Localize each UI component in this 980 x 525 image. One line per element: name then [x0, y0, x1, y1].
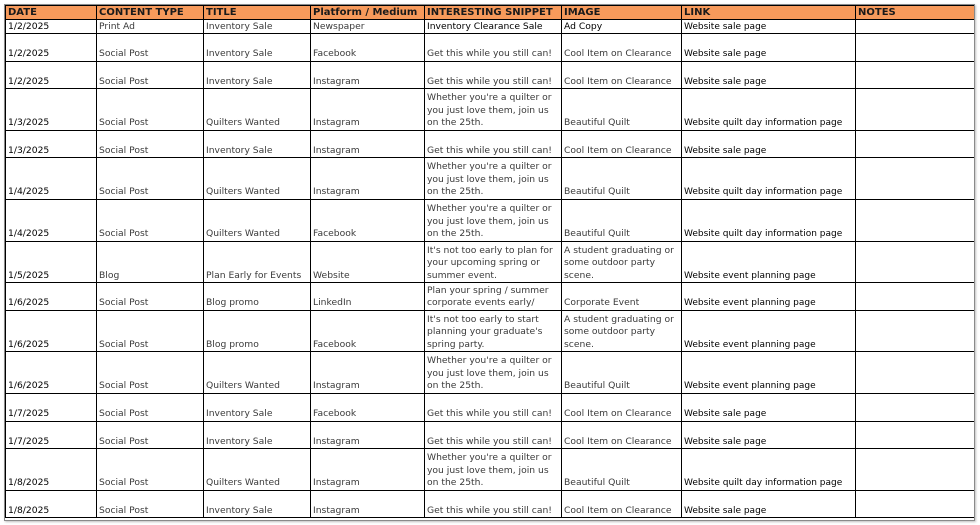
cell-content-type[interactable]: Social Post [97, 34, 204, 62]
cell-image[interactable]: A student graduating or some outdoor party scene. [562, 310, 682, 352]
cell-snippet[interactable]: Plan your spring / summer corporate events early/ [425, 283, 562, 311]
cell-snippet[interactable]: Whether you're a quilter or you just love them, join us on the 25th. [425, 89, 562, 131]
cell-title[interactable]: Quilters Wanted [204, 199, 311, 241]
cell-date[interactable]: 1/3/2025 [6, 130, 97, 158]
header-row [6, 6, 976, 20]
cell-link[interactable]: Website event planning page [682, 241, 856, 283]
cell-link[interactable]: Website sale page [682, 20, 856, 34]
table-row [6, 449, 976, 491]
cell-snippet[interactable]: Whether you're a quilter or you just love them, join us on the 25th. [425, 199, 562, 241]
cell-title[interactable]: Inventory Sale [204, 34, 311, 62]
cell-snippet[interactable]: Inventory Clearance Sale [425, 20, 562, 34]
cell-date[interactable]: 1/2/2025 [6, 61, 97, 89]
cell-snippet[interactable]: Whether you're a quilter or you just love them, join us on the 25th. [425, 352, 562, 394]
cell-notes[interactable] [856, 34, 976, 62]
cell-snippet[interactable]: Whether you're a quilter or you just love them, join us on the 25th. [425, 449, 562, 491]
table-row [6, 130, 976, 158]
cell-date[interactable]: 1/4/2025 [6, 199, 97, 241]
cell-platform[interactable]: Instagram [311, 158, 425, 200]
cell-title[interactable]: Quilters Wanted [204, 158, 311, 200]
cell-notes[interactable] [856, 310, 976, 352]
table-row [6, 490, 976, 518]
cell-link[interactable]: Website quilt day information page [682, 158, 856, 200]
cell-notes[interactable] [856, 61, 976, 89]
table-row [6, 393, 976, 421]
cell-date[interactable]: 1/8/2025 [6, 449, 97, 491]
cell-image[interactable]: Beautiful Quilt [562, 352, 682, 394]
cell-image[interactable]: Beautiful Quilt [562, 199, 682, 241]
cell-link[interactable]: Website event planning page [682, 310, 856, 352]
cell-platform[interactable]: Instagram [311, 61, 425, 89]
cell-image[interactable]: Cool Item on Clearance [562, 490, 682, 518]
cell-link[interactable]: Website event planning page [682, 283, 856, 311]
cell-title[interactable]: Quilters Wanted [204, 449, 311, 491]
cell-notes[interactable] [856, 449, 976, 491]
cell-snippet[interactable]: Get this while you still can! [425, 61, 562, 89]
cell-notes[interactable] [856, 158, 976, 200]
cell-link[interactable]: Website quilt day information page [682, 199, 856, 241]
cell-image[interactable]: Beautiful Quilt [562, 449, 682, 491]
cell-content-type[interactable]: Social Post [97, 199, 204, 241]
cell-notes[interactable] [856, 352, 976, 394]
cell-title[interactable]: Inventory Sale [204, 20, 311, 34]
cell-platform[interactable]: Website [311, 241, 425, 283]
header-date[interactable]: DATE [6, 6, 97, 20]
table-row [6, 89, 976, 131]
cell-notes[interactable] [856, 283, 976, 311]
cell-platform[interactable]: Facebook [311, 310, 425, 352]
cell-platform[interactable]: Instagram [311, 421, 425, 449]
cell-image[interactable]: Cool Item on Clearance [562, 130, 682, 158]
cell-platform[interactable]: LinkedIn [311, 283, 425, 311]
cell-link[interactable]: Website sale page [682, 130, 856, 158]
cell-image[interactable]: Ad Copy [562, 20, 682, 34]
cell-date[interactable]: 1/7/2025 [6, 421, 97, 449]
cell-content-type[interactable]: Print Ad [97, 20, 204, 34]
cell-content-type[interactable]: Social Post [97, 283, 204, 311]
cell-content-type[interactable]: Social Post [97, 89, 204, 131]
cell-title[interactable]: Quilters Wanted [204, 352, 311, 394]
cell-title[interactable]: Inventory Sale [204, 421, 311, 449]
cell-image[interactable]: Cool Item on Clearance [562, 34, 682, 62]
cell-image[interactable]: A student graduating or some outdoor party scene. [562, 241, 682, 283]
table-row [6, 241, 976, 283]
cell-content-type[interactable]: Social Post [97, 393, 204, 421]
cell-image[interactable]: Cool Item on Clearance [562, 61, 682, 89]
cell-image[interactable]: Cool Item on Clearance [562, 393, 682, 421]
cell-link[interactable]: Website sale page [682, 34, 856, 62]
cell-link[interactable]: Website event planning page [682, 352, 856, 394]
cell-date[interactable]: 1/6/2025 [6, 310, 97, 352]
cell-content-type[interactable]: Social Post [97, 310, 204, 352]
cell-snippet[interactable]: It's not too early to start planning your graduate's spring party. [425, 310, 562, 352]
cell-platform[interactable]: Instagram [311, 449, 425, 491]
cell-content-type[interactable]: Social Post [97, 130, 204, 158]
header-notes[interactable]: NOTES [856, 6, 976, 20]
cell-platform[interactable]: Instagram [311, 130, 425, 158]
cell-notes[interactable] [856, 89, 976, 131]
cell-platform[interactable]: Instagram [311, 89, 425, 131]
cell-title[interactable]: Inventory Sale [204, 130, 311, 158]
cell-image[interactable]: Beautiful Quilt [562, 89, 682, 131]
cell-link[interactable]: Website sale page [682, 393, 856, 421]
table-row [6, 34, 976, 62]
cell-content-type[interactable]: Blog [97, 241, 204, 283]
cell-snippet[interactable]: It's not too early to plan for your upcoming spring or summer event. [425, 241, 562, 283]
cell-platform[interactable]: Facebook [311, 393, 425, 421]
cell-snippet[interactable]: Get this while you still can! [425, 34, 562, 62]
content-calendar-table [5, 5, 975, 518]
cell-date[interactable]: 1/2/2025 [6, 20, 97, 34]
table-row [6, 352, 976, 394]
cell-title[interactable]: Inventory Sale [204, 490, 311, 518]
cell-title[interactable]: Blog promo [204, 283, 311, 311]
cell-date[interactable]: 1/3/2025 [6, 89, 97, 131]
table-row [6, 199, 976, 241]
cell-title[interactable]: Quilters Wanted [204, 89, 311, 131]
cell-notes[interactable] [856, 421, 976, 449]
header-title[interactable]: TITLE [204, 6, 311, 20]
cell-notes[interactable] [856, 20, 976, 34]
header-image[interactable]: IMAGE [562, 6, 682, 20]
cell-snippet[interactable]: Get this while you still can! [425, 421, 562, 449]
cell-date[interactable]: 1/7/2025 [6, 393, 97, 421]
cell-link[interactable]: Website sale page [682, 490, 856, 518]
cell-snippet[interactable]: Get this while you still can! [425, 490, 562, 518]
cell-notes[interactable] [856, 490, 976, 518]
table-row [6, 158, 976, 200]
cell-link[interactable]: Website quilt day information page [682, 89, 856, 131]
cell-content-type[interactable]: Social Post [97, 158, 204, 200]
table-row [6, 283, 976, 311]
cell-image[interactable]: Cool Item on Clearance [562, 421, 682, 449]
cell-content-type[interactable]: Social Post [97, 449, 204, 491]
cell-date[interactable]: 1/6/2025 [6, 283, 97, 311]
cell-image[interactable]: Beautiful Quilt [562, 158, 682, 200]
cell-date[interactable]: 1/2/2025 [6, 34, 97, 62]
cell-content-type[interactable]: Social Post [97, 352, 204, 394]
cell-notes[interactable] [856, 241, 976, 283]
table-row [6, 421, 976, 449]
cell-date[interactable]: 1/5/2025 [6, 241, 97, 283]
cell-title[interactable]: Inventory Sale [204, 393, 311, 421]
cell-snippet[interactable]: Whether you're a quilter or you just love them, join us on the 25th. [425, 158, 562, 200]
cell-title[interactable]: Plan Early for Events [204, 241, 311, 283]
cell-link[interactable]: Website sale page [682, 61, 856, 89]
cell-notes[interactable] [856, 130, 976, 158]
cell-date[interactable]: 1/6/2025 [6, 352, 97, 394]
spreadsheet [4, 4, 975, 521]
cell-title[interactable]: Inventory Sale [204, 61, 311, 89]
cell-link[interactable]: Website quilt day information page [682, 449, 856, 491]
header-platform[interactable]: Platform / Medium [311, 6, 425, 20]
cell-date[interactable]: 1/4/2025 [6, 158, 97, 200]
cell-content-type[interactable]: Social Post [97, 61, 204, 89]
header-snippet[interactable]: INTERESTING SNIPPET [425, 6, 562, 20]
cell-image[interactable]: Corporate Event [562, 283, 682, 311]
table-row [6, 61, 976, 89]
cell-platform[interactable]: Facebook [311, 199, 425, 241]
cell-notes[interactable] [856, 393, 976, 421]
cell-platform[interactable]: Newspaper [311, 20, 425, 34]
cell-notes[interactable] [856, 199, 976, 241]
cell-platform[interactable]: Facebook [311, 34, 425, 62]
cell-snippet[interactable]: Get this while you still can! [425, 393, 562, 421]
table-row [6, 20, 976, 34]
cell-platform[interactable]: Instagram [311, 352, 425, 394]
cell-content-type[interactable]: Social Post [97, 490, 204, 518]
cell-date[interactable]: 1/8/2025 [6, 490, 97, 518]
cell-platform[interactable]: Instagram [311, 490, 425, 518]
cell-content-type[interactable]: Social Post [97, 421, 204, 449]
header-link[interactable]: LINK [682, 6, 856, 20]
header-content-type[interactable]: CONTENT TYPE [97, 6, 204, 20]
cell-snippet[interactable]: Get this while you still can! [425, 130, 562, 158]
cell-link[interactable]: Website sale page [682, 421, 856, 449]
table-row [6, 310, 976, 352]
cell-title[interactable]: Blog promo [204, 310, 311, 352]
